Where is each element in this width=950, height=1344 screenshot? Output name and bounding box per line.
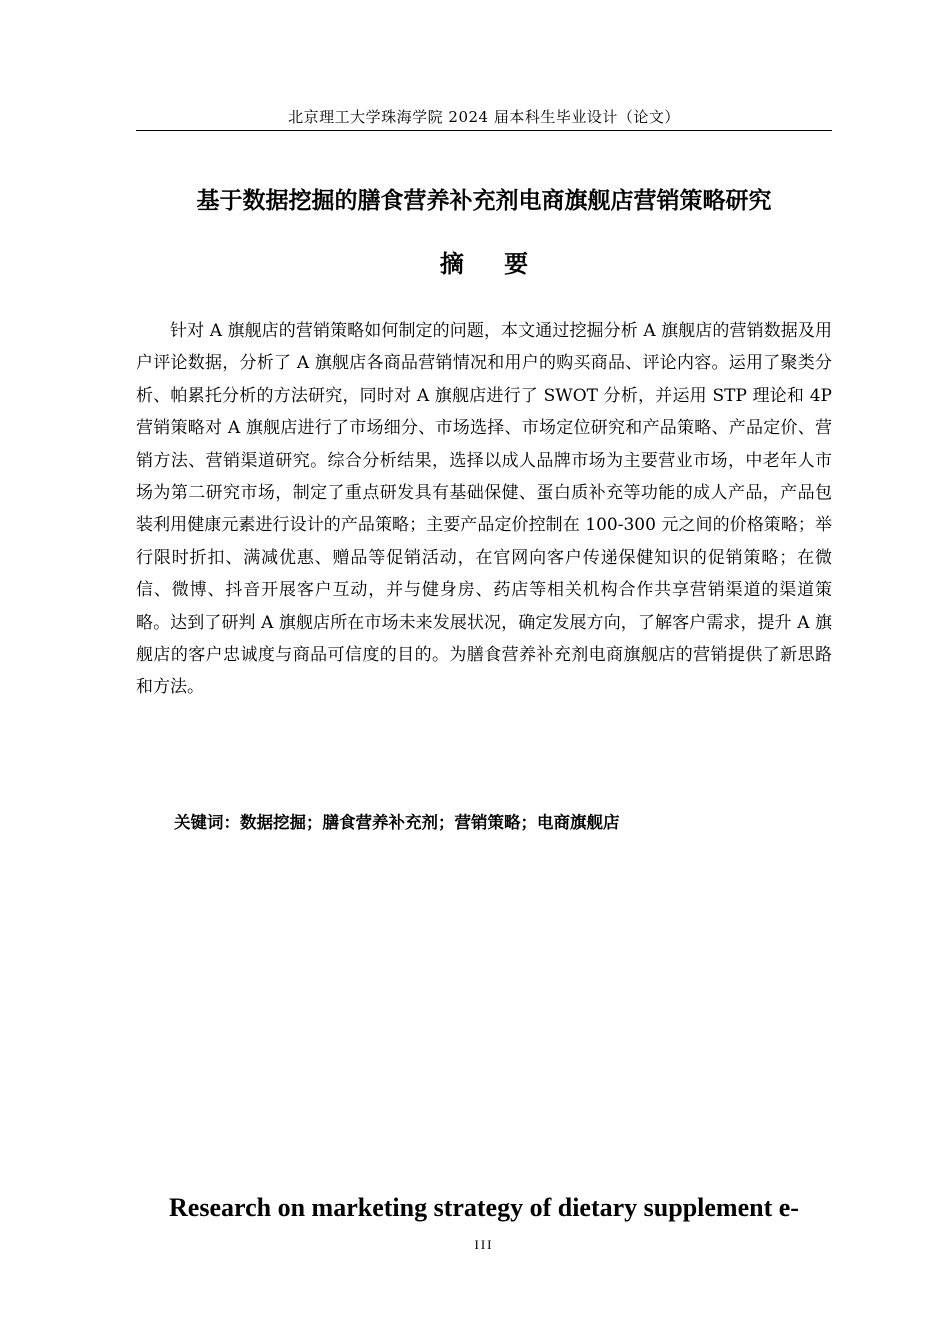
running-header: 北京理工大学珠海学院 2024 届本科生毕业设计（论文） — [288, 108, 680, 126]
page-number: III — [474, 1237, 494, 1252]
keywords-line: 关键词：数据挖掘；膳食营养补充剂；营销策略；电商旗舰店 — [174, 813, 620, 832]
english-title: Research on marketing strategy of dietary supplement e- — [169, 1193, 799, 1222]
chinese-title: 基于数据挖掘的膳食营养补充剂电商旗舰店营销策略研究 — [196, 188, 772, 214]
header-rule — [136, 130, 832, 131]
abstract-heading: 摘 要 — [439, 250, 545, 278]
abstract-paragraph: 针对 A 旗舰店的营销策略如何制定的问题，本文通过挖掘分析 A 旗舰店的营销数据及用户评论数据，分析了 A 旗舰店各商品营销情况和用户的购买商品、评论内容。运用了聚类分析、帕累托分析的方法研究，同时对 A 旗舰店进行了 SWOT 分析，并运用 STP 理论和 4P 营销策略对 A 旗舰店进行了市场细分、市场选择、市场定位研究和产品策略、产品定价、营销方法、营销渠道研究。综合分析结果，选择以成人品牌市场为主要营业市场，中老年人市场为第二研究市场，制定了重点研发具有基础保健、蛋白质补充等功能的成人产品，产品包装利用健康元素进行设计的产品策略；主要产品定价控制在 100-300 元之间的价格策略；举行限时折扣、满减优惠、赠品等促销活动，在官网向客户传递保健知识的促销策略；在微信、微博、抖音开展客户互动，并与健身房、药店等相关机构合作共享营销渠道的渠道策略。达到了研判 A 旗舰店所在市场未来发展状况，确定发展方向，了解客户需求，提升 A 旗舰店的客户忠诚度与商品可信度的目的。为膳食营养补充剂电商旗舰店的营销提供了新思路和方法。 — [136, 321, 832, 698]
abstract-body — [136, 315, 832, 704]
